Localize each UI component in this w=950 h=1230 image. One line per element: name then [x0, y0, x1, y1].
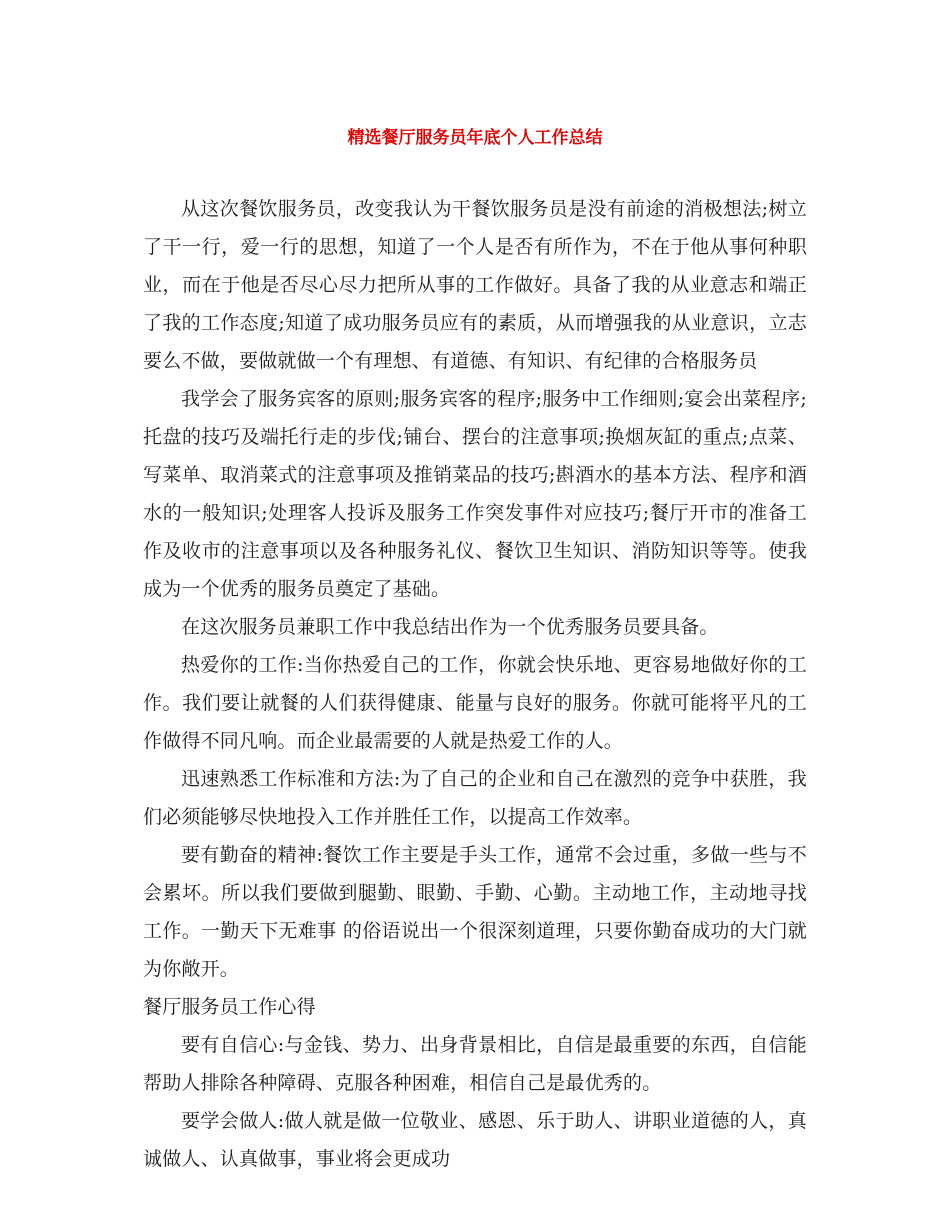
document-body: [143, 190, 807, 1178]
paragraph-4: 热爱你的工作:当你热爱自己的工作，你就会快乐地、更容易地做好你的工作。我们要让就餐的人们获得健康、能量与良好的服务。你就可能将平凡的工作做得不同凡响。而企业最需要的人就是热爱工作的人。: [143, 654, 807, 752]
paragraph-1: 从这次餐饮服务员，改变我认为干餐饮服务员是没有前途的消极想法;树立了干一行，爱一行的思想，知道了一个人是否有所作为，不在于他从事何种职业，而在于他是否尽心尽力把所从事的工作做好。具备了我的从业意志和端正了我的工作态度;知道了成功服务员应有的素质，从而增强我的从业意识，立志要么不做，要做就做一个有理想、有道德、有知识、有纪律的合格服务员: [143, 198, 807, 372]
paragraph-5: 迅速熟悉工作标准和方法:为了自己的企业和自己在激烈的竞争中获胜，我们必须能够尽快地投入工作并胜任工作，以提高工作效率。: [143, 768, 807, 828]
paragraph-3: 在这次服务员兼职工作中我总结出作为一个优秀服务员要具备。: [181, 616, 719, 638]
paragraph-9: 要学会做人:做人就是做一位敬业、感恩、乐于助人、讲职业道德的人，真诚做人、认真做事，事业将会更成功: [143, 1110, 807, 1170]
paragraph-7: 餐厅服务员工作心得: [143, 996, 316, 1018]
paragraph-8: 要有自信心:与金钱、势力、出身背景相比，自信是最重要的东西，自信能帮助人排除各种障碍、克服各种困难，相信自己是最优秀的。: [143, 1034, 807, 1094]
paragraph-6: 要有勤奋的精神:餐饮工作主要是手头工作，通常不会过重，多做一些与不会累坏。所以我们要做到腿勤、眼勤、手勤、心勤。主动地工作，主动地寻找工作。一勤天下无难事 的俗语说出一个很深刻道理，只要你勤奋成功的大门就为你敞开。: [143, 844, 807, 980]
document-title: 精选餐厅服务员年底个人工作总结: [347, 128, 603, 148]
paragraph-2: 我学会了服务宾客的原则;服务宾客的程序;服务中工作细则;宴会出菜程序;托盘的技巧及端托行走的步伐;铺台、摆台的注意事项;换烟灰缸的重点;点菜、写菜单、取消菜式的注意事项及推销菜品的技巧;斟酒水的基本方法、程序和酒水的一般知识;处理客人投诉及服务工作突发事件对应技巧;餐厅开市的准备工作及收市的注意事项以及各种服务礼仪、餐饮卫生知识、消防知识等等。使我成为一个优秀的服务员奠定了基础。: [143, 388, 807, 600]
